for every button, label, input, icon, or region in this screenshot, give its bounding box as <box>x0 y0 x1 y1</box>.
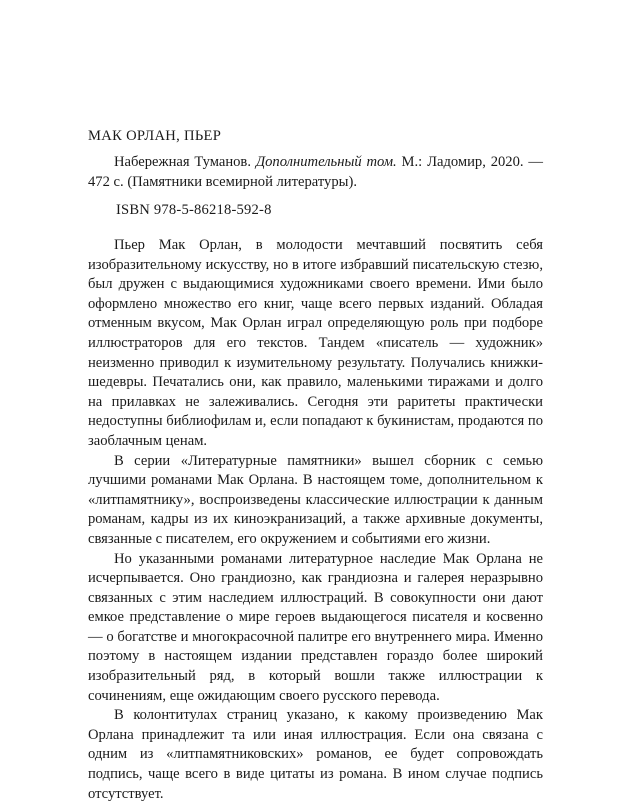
annotation-paragraph: Пьер Мак Орлан, в молодости мечтавший посвятить себя изобразительному искусству, но в итоге избравший писательскую стезю, был дружен с выдающимися художниками своего времени. Ими было оформлено множество его книг, чаще всего первых изданий. Обладая отменным вкусом, Мак Орлан играл определяющую роль при подборе иллюстраторов для его текстов. Тандем «писатель — художник» неизменно приводил к изумительному результату. Получались книжки-шедевры. Печатались они, как правило, маленькими тиражами и долго на прилавках не залеживались. Сегодня эти раритеты практически недоступны библиофилам и, если попадают к букинистам, продаются по заоблачным ценам. <box>88 237 543 449</box>
volume-note: Дополнительный том. <box>255 154 397 170</box>
isbn-line: ISBN 978-5-86218-592-8 <box>116 202 272 218</box>
annotation-paragraph: Но указанными романами литературное наследие Мак Орлана не исчерпывается. Оно грандиозно, как грандиозна и галерея неразрывно связанных с этим наследием иллюстраций. В совокупности они дают емкое представление о мире героев выдающегося писателя и косвенно — о богатстве и многокрасочной палитре его внутреннего мира. Именно поэтому в настоящем издании представлен гораздо более широкий изобразительный ряд, в который вошли также иллюстрации к сочинениям, еще ожидающим своего русского перевода. <box>88 550 543 704</box>
bibliographic-entry <box>88 152 543 192</box>
annotation-paragraph: В серии «Литературные памятники» вышел сборник с семью лучшими романами Мак Орлана. В настоящем томе, дополнительном к «литпамятнику», воспроизведены классические иллюстрации к данным романам, кадры из их киноэкранизаций, а также архивные документы, связанные с писателем, его окружением и событиями его жизни. <box>88 452 543 547</box>
author-heading: МАК ОРЛАН, ПЬЕР <box>88 128 222 144</box>
imprint: М.: Ладомир, 2020. — 472 с. (Памятники всемирной литературы). <box>88 154 543 190</box>
bibliographic-record <box>88 126 543 192</box>
annotation <box>88 236 543 804</box>
annotation-paragraph: В колонтитулах страниц указано, к какому произведению Мак Орлана принадлежит та или иная иллюстрация. Если она связана с одним из «литпамятниковских» романов, ее будет сопровождать подпись, чаще всего в виде цитаты из романа. В ином случае подпись отсутствует. <box>88 707 543 802</box>
book-title: Набережная Туманов. <box>114 154 251 170</box>
